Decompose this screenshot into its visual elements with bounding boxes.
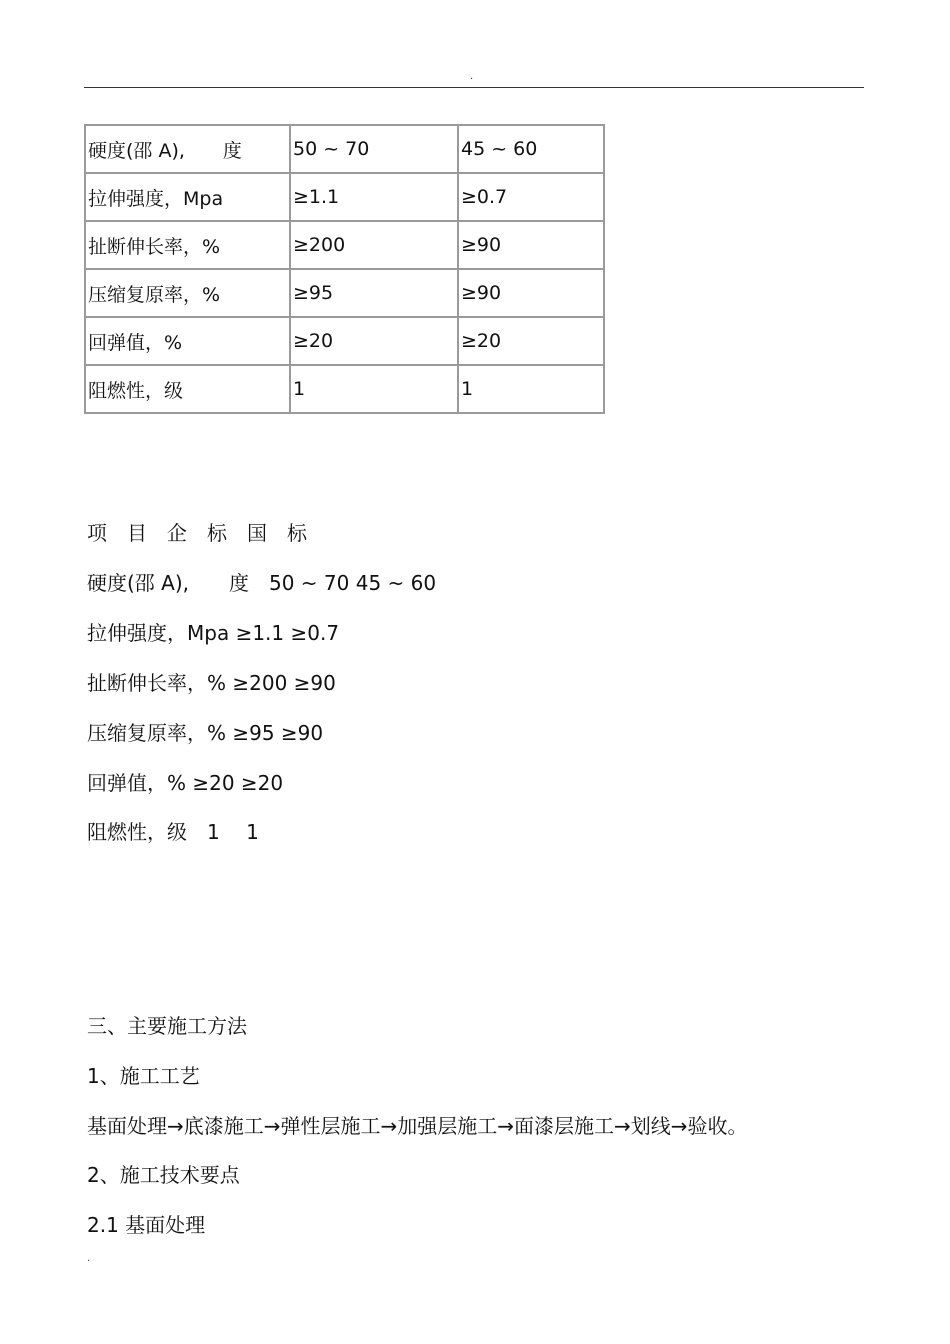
plain-line: 压缩复原率，% ≥95 ≥90 [87,721,324,745]
table-cell: 拉伸强度，Mpa [85,173,290,221]
process-flow-text: 基面处理→底漆施工→弹性层施工→加强层施工→面漆层施工→划线→验收。 [87,1114,748,1138]
table-row [85,221,604,269]
table-cell: ≥95 [290,269,458,317]
table-row [85,365,604,413]
table-cell: 回弹值，% [85,317,290,365]
table-cell: ≥0.7 [458,173,604,221]
plain-line: 硬度(邵 A), 度 50 ~ 70 45 ~ 60 [87,571,437,595]
plain-line: 扯断伸长率，% ≥200 ≥90 [87,671,336,695]
table-cell: 硬度(邵 A), 度 [85,125,290,173]
table-cell: 45 ~ 60 [458,125,604,173]
header-mark: . [470,71,474,82]
table-cell: 压缩复原率，% [85,269,290,317]
subheading-key-points: 2、施工技术要点 [87,1163,240,1187]
table-row [85,317,604,365]
plain-line: 阻燃性，级 1 1 [87,820,259,844]
table-cell: ≥1.1 [290,173,458,221]
table-cell: ≥90 [458,221,604,269]
plain-line: 拉伸强度，Mpa ≥1.1 ≥0.7 [87,621,340,645]
table-cell: ≥20 [290,317,458,365]
table-cell: 50 ~ 70 [290,125,458,173]
table-cell: 阻燃性，级 [85,365,290,413]
subheading-base-treatment: 2.1 基面处理 [87,1213,206,1237]
spec-table [84,124,605,414]
plain-line: 回弹值，% ≥20 ≥20 [87,771,284,795]
section-heading: 三、主要施工方法 [87,1014,247,1038]
table-row [85,173,604,221]
table-cell: ≥20 [458,317,604,365]
table-row [85,125,604,173]
header-rule [84,87,864,88]
table-cell: ≥90 [458,269,604,317]
table-row [85,269,604,317]
footer-mark: . [87,1253,91,1264]
table-cell: 1 [458,365,604,413]
table-cell: 1 [290,365,458,413]
table-cell: ≥200 [290,221,458,269]
subheading-process: 1、施工工艺 [87,1064,200,1088]
table-cell: 扯断伸长率，% [85,221,290,269]
plain-line-header: 项 目 企 标 国 标 [87,521,307,545]
